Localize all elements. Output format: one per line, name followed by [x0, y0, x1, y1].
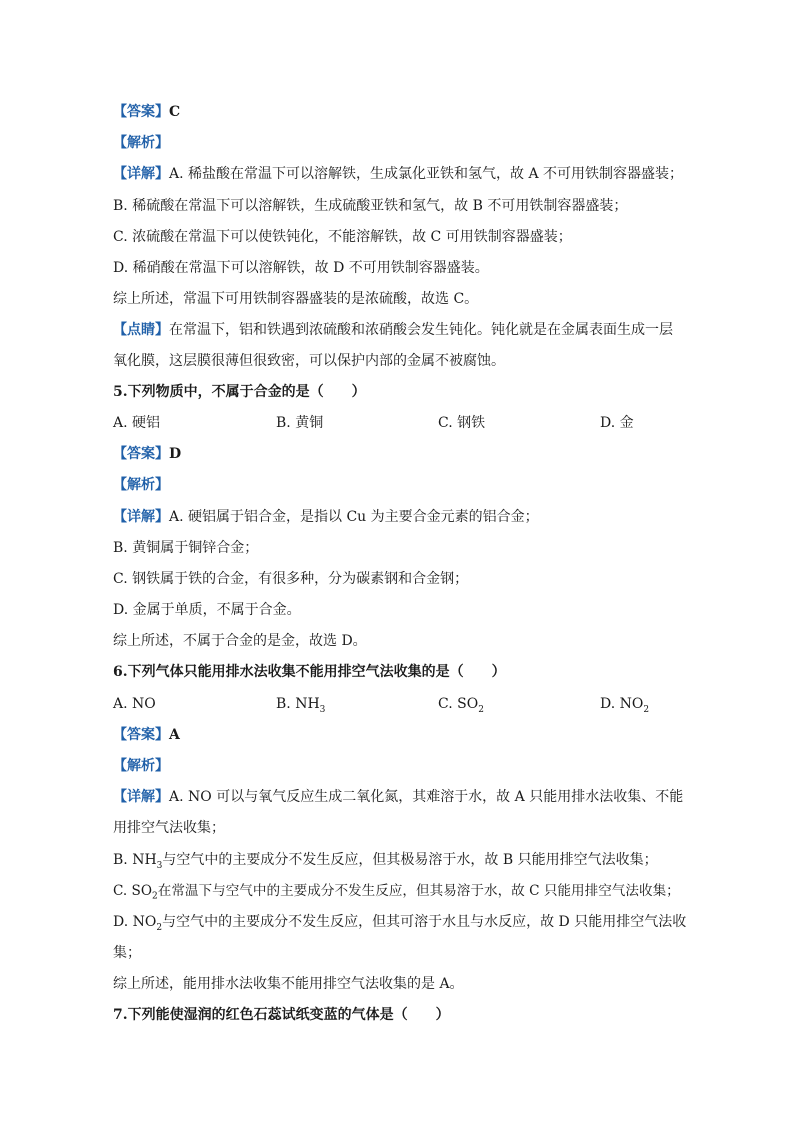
- answer-tag: 【答案】: [113, 104, 169, 120]
- subscript: 3: [156, 860, 163, 871]
- option-c: C. 钢铁: [438, 415, 486, 431]
- answer-line: [113, 444, 683, 464]
- explanation-text: 与空气中的主要成分不发生反应，但其极易溶于水，故 B 只能用排空气法收集；: [162, 852, 658, 868]
- detail-line: [113, 787, 683, 807]
- option-d: [600, 694, 649, 714]
- answer-value: C: [169, 104, 181, 120]
- detail-tag: 【详解】: [113, 166, 169, 182]
- explanation-line: [113, 881, 683, 901]
- answer-line: [113, 102, 683, 122]
- tip-line: [113, 320, 683, 340]
- subscript: 2: [156, 922, 163, 933]
- tip-tag: 【点睛】: [113, 322, 169, 338]
- detail-line: [113, 507, 683, 527]
- detail-tag: 【详解】: [113, 789, 169, 805]
- question-stem: 5.下列物质中，不属于合金的是（ ）: [113, 384, 366, 400]
- analysis-line: [113, 475, 683, 495]
- option-d-text: D. NO: [600, 696, 644, 712]
- subscript: 2: [478, 704, 484, 715]
- summary-text: 综上所述，能用排水法收集不能用排空气法收集的是 A。: [113, 976, 464, 992]
- option-c: [438, 694, 484, 714]
- explanation-line: [113, 850, 683, 870]
- answer-tag: 【答案】: [113, 727, 169, 743]
- explanation-text: B. 黄铜属于铜锌合金；: [113, 540, 259, 556]
- tip-text: 在常温下，铝和铁遇到浓硫酸和浓硝酸会发生钝化。钝化就是在金属表面生成一层: [169, 322, 673, 338]
- analysis-tag: 【解析】: [113, 477, 169, 493]
- option-b: B. 黄铜: [276, 415, 324, 431]
- explanation-text: C. SO: [113, 883, 153, 899]
- analysis-line: [113, 133, 683, 153]
- explanation-text: D. 金属于单质，不属于合金。: [113, 602, 301, 618]
- summary-text: 综上所述，常温下可用铁制容器盛装的是浓硫酸，故选 C。: [113, 291, 479, 307]
- answer-value: A: [169, 727, 180, 743]
- answer-tag: 【答案】: [113, 446, 169, 462]
- option-a: A. 硬铝: [113, 415, 161, 431]
- answer-value: D: [169, 446, 182, 462]
- analysis-line: [113, 756, 683, 776]
- option-b-text: B. NH: [276, 696, 320, 712]
- explanation-text: B. 稀硫酸在常温下可以溶解铁，生成硫酸亚铁和氢气，故 B 不可用铁制容器盛装；: [113, 198, 628, 214]
- tip-text: 氧化膜，这层膜很薄但很致密，可以保护内部的金属不被腐蚀。: [113, 353, 505, 369]
- explanation-text: C. 浓硫酸在常温下可以使铁钝化，不能溶解铁，故 C 可用铁制容器盛装；: [113, 229, 572, 245]
- explanation-text: D. 稀硝酸在常温下可以溶解铁，故 D 不可用铁制容器盛装。: [113, 260, 489, 276]
- summary-text: 综上所述，不属于合金的是金，故选 D。: [113, 633, 367, 649]
- explanation-line: [113, 912, 687, 933]
- explanation-text: 在常温下与空气中的主要成分不发生反应，但其易溶于水，故 C 只能用排空气法收集；: [157, 883, 680, 899]
- explanation-text: 与空气中的主要成分不发生反应，但其可溶于水且与水反应，故 D 只能用排空气法收: [162, 914, 687, 930]
- question-stem: 7.下列能使湿润的红色石蕊试纸变蓝的气体是（ ）: [113, 1007, 450, 1023]
- option-d: D. 金: [600, 415, 634, 431]
- analysis-tag: 【解析】: [113, 135, 169, 151]
- subscript: 3: [319, 704, 326, 715]
- analysis-tag: 【解析】: [113, 758, 169, 774]
- explanation-text: A. 硬铝属于铝合金，是指以 Cu 为主要合金元素的铝合金；: [169, 509, 539, 525]
- explanation-text: C. 钢铁属于铁的合金，有很多种，分为碳素钢和合金钢；: [113, 571, 469, 587]
- option-b: [276, 694, 325, 714]
- explanation-text: 用排空气法收集；: [113, 820, 225, 836]
- detail-tag: 【详解】: [113, 509, 169, 525]
- explanation-text: A. NO 可以与氧气反应生成二氧化氮，其难溶于水，故 A 只能用排水法收集、不能: [169, 789, 684, 805]
- explanation-text: D. NO: [113, 914, 157, 930]
- explanation-text: B. NH: [113, 852, 157, 868]
- option-a: A. NO: [113, 696, 156, 712]
- subscript: 2: [643, 704, 650, 715]
- option-c-text: C. SO: [438, 696, 479, 712]
- detail-line: [113, 164, 683, 184]
- explanation-text: A. 稀盐酸在常温下可以溶解铁，生成氯化亚铁和氢气，故 A 不可用铁制容器盛装；: [169, 166, 684, 182]
- subscript: 2: [152, 891, 158, 902]
- explanation-text: 集；: [113, 945, 141, 961]
- question-stem: 6.下列气体只能用排水法收集不能用排空气法收集的是（ ）: [113, 664, 506, 680]
- answer-line: [113, 725, 683, 745]
